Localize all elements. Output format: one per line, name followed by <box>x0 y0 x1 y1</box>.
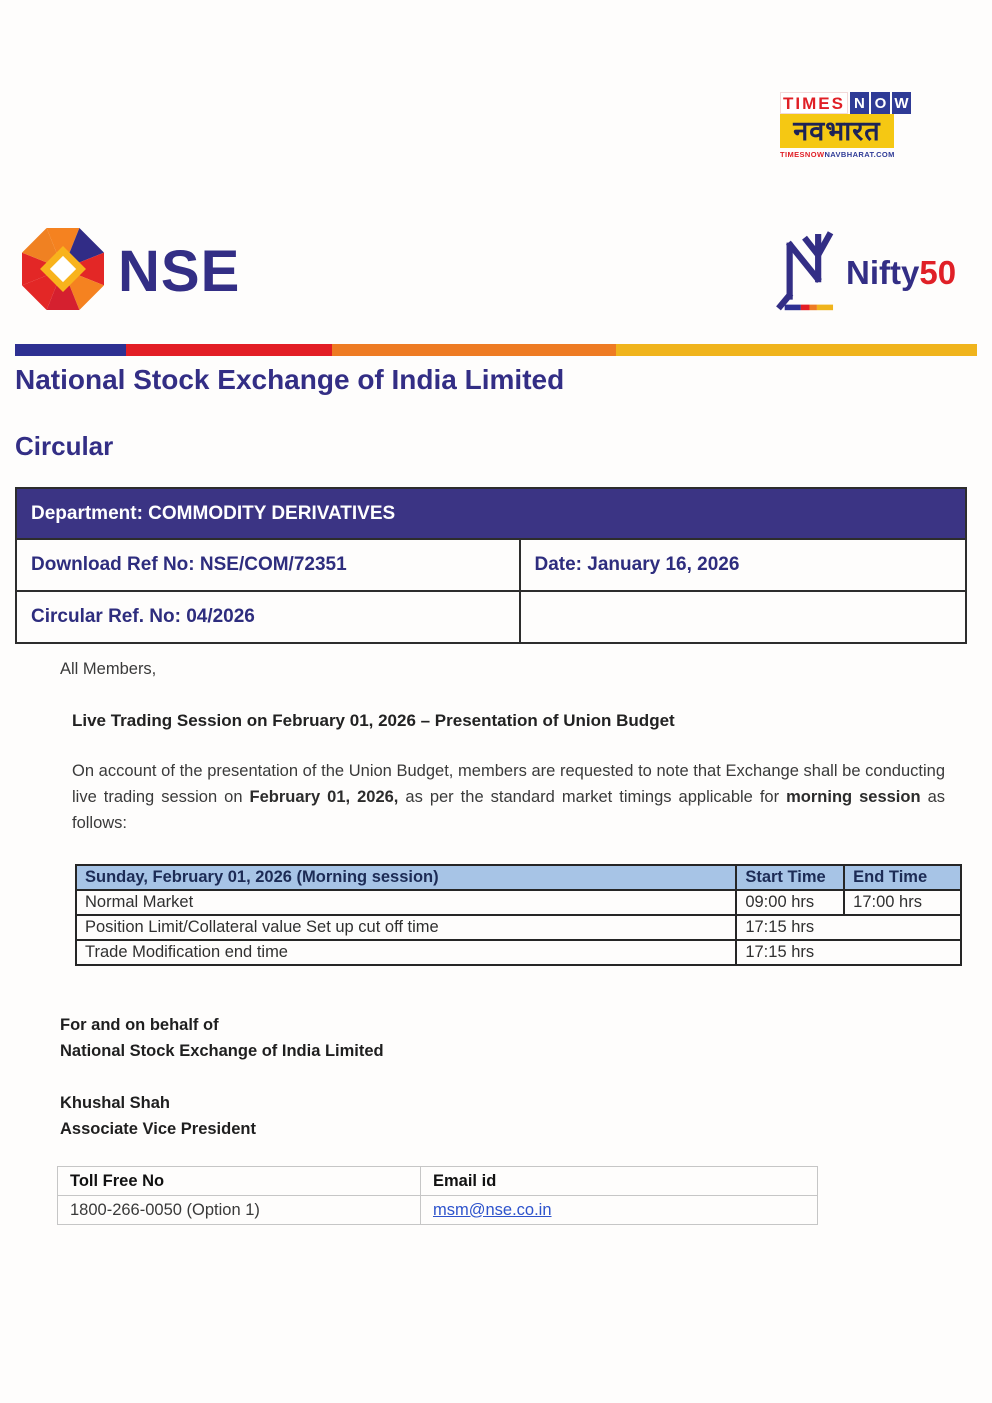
timing-header-session: Sunday, February 01, 2026 (Morning session) <box>76 865 736 890</box>
timing-header-end: End Time <box>844 865 961 890</box>
circular-ref-row <box>16 591 966 643</box>
now-letter: N <box>850 92 869 114</box>
para-bold-session: morning session <box>786 788 921 806</box>
department-cell: Department: COMMODITY DERIVATIVES <box>16 488 966 539</box>
timing-header-start: Start Time <box>736 865 844 890</box>
signature-line-2: National Stock Exchange of India Limited <box>60 1042 384 1060</box>
ref-date-row <box>16 539 966 591</box>
contact-header-row <box>58 1167 818 1196</box>
times-text: TIMES <box>780 92 848 114</box>
signatory-designation: Associate Vice President <box>60 1120 256 1138</box>
body-paragraph <box>72 758 945 836</box>
timing-row-normal-market <box>76 890 961 915</box>
timing-label: Position Limit/Collateral value Set up cut off time <box>76 915 736 940</box>
salutation: All Members, <box>60 660 157 678</box>
timing-label: Trade Modification end time <box>76 940 736 965</box>
site-url-blue: NAVBHARAT.COM <box>824 150 895 159</box>
contact-table <box>57 1166 818 1225</box>
bar-segment-blue <box>15 344 126 356</box>
circular-ref-cell: Circular Ref. No: 04/2026 <box>16 591 520 643</box>
bar-segment-orange <box>332 344 616 356</box>
signature-gap <box>60 1064 384 1090</box>
email-header: Email id <box>421 1167 818 1196</box>
timesnow-wordmark <box>780 92 909 114</box>
timing-row-trade-modification <box>76 940 961 965</box>
empty-cell <box>520 591 967 643</box>
timing-row-position-limit <box>76 915 961 940</box>
contact-value-row <box>58 1196 818 1225</box>
toll-free-header: Toll Free No <box>58 1167 421 1196</box>
timing-label: Normal Market <box>76 890 736 915</box>
now-letter-boxes <box>850 92 911 114</box>
timesnow-navbharat-logo <box>780 92 909 159</box>
timesnow-site-url <box>780 150 894 159</box>
nse-wordmark: NSE <box>118 238 241 304</box>
signature-block <box>60 1012 384 1142</box>
timing-start: 09:00 hrs <box>736 890 844 915</box>
now-letter: O <box>871 92 890 114</box>
bar-segment-red <box>126 344 333 356</box>
navbharat-text: नवभारत <box>780 114 894 148</box>
timing-end: 17:00 hrs <box>844 890 961 915</box>
email-link[interactable]: msm@nse.co.in <box>433 1200 552 1219</box>
nifty-n-monogram-icon <box>776 230 838 321</box>
brand-color-bar <box>15 344 977 356</box>
signature-line-1: For and on behalf of <box>60 1016 219 1034</box>
circular-meta-table <box>15 487 967 644</box>
para-text: as per the standard market timings applicable for <box>398 788 787 806</box>
timing-header-row <box>76 865 961 890</box>
nifty-text: Nifty <box>846 254 920 291</box>
fifty-text: 50 <box>919 254 957 291</box>
market-timing-table <box>75 864 962 966</box>
timing-start: 17:15 hrs <box>736 940 961 965</box>
nse-logo <box>22 228 240 315</box>
now-letter: W <box>892 92 911 114</box>
nifty50-logo <box>776 230 956 321</box>
nifty50-wordmark <box>846 256 956 289</box>
org-title: National Stock Exchange of India Limited <box>15 364 565 395</box>
doc-type-title: Circular <box>15 431 114 461</box>
bar-segment-yellow <box>616 344 977 356</box>
site-url-red: TIMESNOW <box>780 150 825 159</box>
date-cell: Date: January 16, 2026 <box>520 539 967 591</box>
department-row <box>16 488 966 539</box>
subject-line: Live Trading Session on February 01, 2026 – Presentation of Union Budget <box>72 711 675 730</box>
para-text: On account of the presentation of the Union Budget, members are requested to note that Exchange shall be conducting live trading session on <box>72 762 945 806</box>
timing-start: 17:15 hrs <box>736 915 961 940</box>
email-cell <box>421 1196 818 1225</box>
nse-octagon-icon <box>22 228 104 315</box>
signatory-name: Khushal Shah <box>60 1094 171 1112</box>
para-text: as follows: <box>72 788 945 832</box>
download-ref-cell: Download Ref No: NSE/COM/72351 <box>16 539 520 591</box>
toll-free-number: 1800-266-0050 (Option 1) <box>58 1196 421 1225</box>
para-bold-date: February 01, 2026, <box>249 788 399 806</box>
